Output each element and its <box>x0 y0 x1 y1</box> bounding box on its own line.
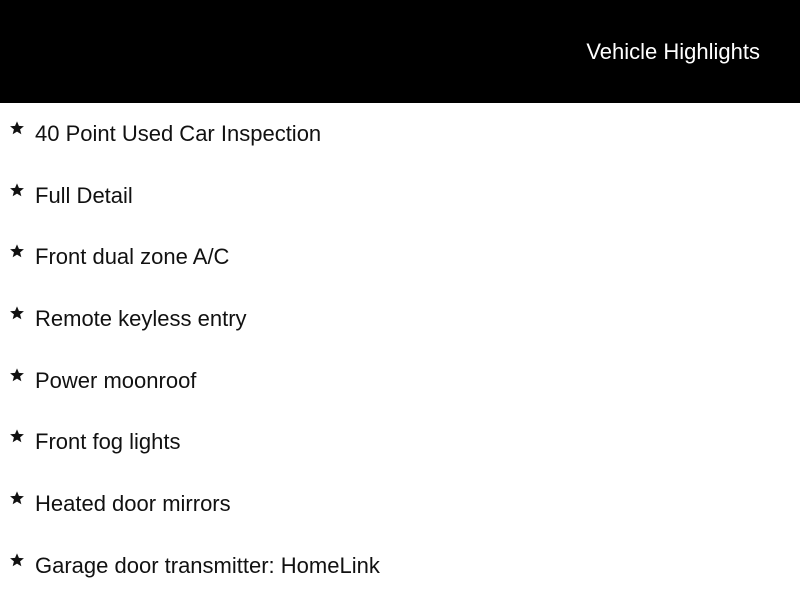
list-item <box>0 350 800 412</box>
page-title: Vehicle Highlights <box>586 39 760 64</box>
highlights-list <box>0 103 800 600</box>
star-icon <box>9 243 25 259</box>
list-item-label: Heated door mirrors <box>35 491 231 517</box>
list-item-label: Front dual zone A/C <box>35 244 230 270</box>
list-item <box>0 165 800 227</box>
star-icon <box>9 490 25 506</box>
list-item <box>0 226 800 288</box>
list-item-label: Full Detail <box>35 182 133 208</box>
star-icon <box>9 552 25 568</box>
header-bar <box>0 0 800 103</box>
list-item-label: Remote keyless entry <box>35 306 247 332</box>
list-item-label: Garage door transmitter: HomeLink <box>35 552 380 578</box>
star-icon <box>9 182 25 198</box>
star-icon <box>9 305 25 321</box>
list-item-label: Power moonroof <box>35 367 197 393</box>
list-item <box>0 535 800 597</box>
list-item <box>0 473 800 535</box>
list-item-label: 40 Point Used Car Inspection <box>35 121 322 146</box>
star-icon <box>9 120 25 136</box>
list-item-label: Front fog lights <box>35 429 181 455</box>
star-icon <box>9 367 25 383</box>
star-icon <box>9 428 25 444</box>
list-item <box>0 411 800 473</box>
list-item <box>0 103 800 165</box>
list-item <box>0 288 800 350</box>
